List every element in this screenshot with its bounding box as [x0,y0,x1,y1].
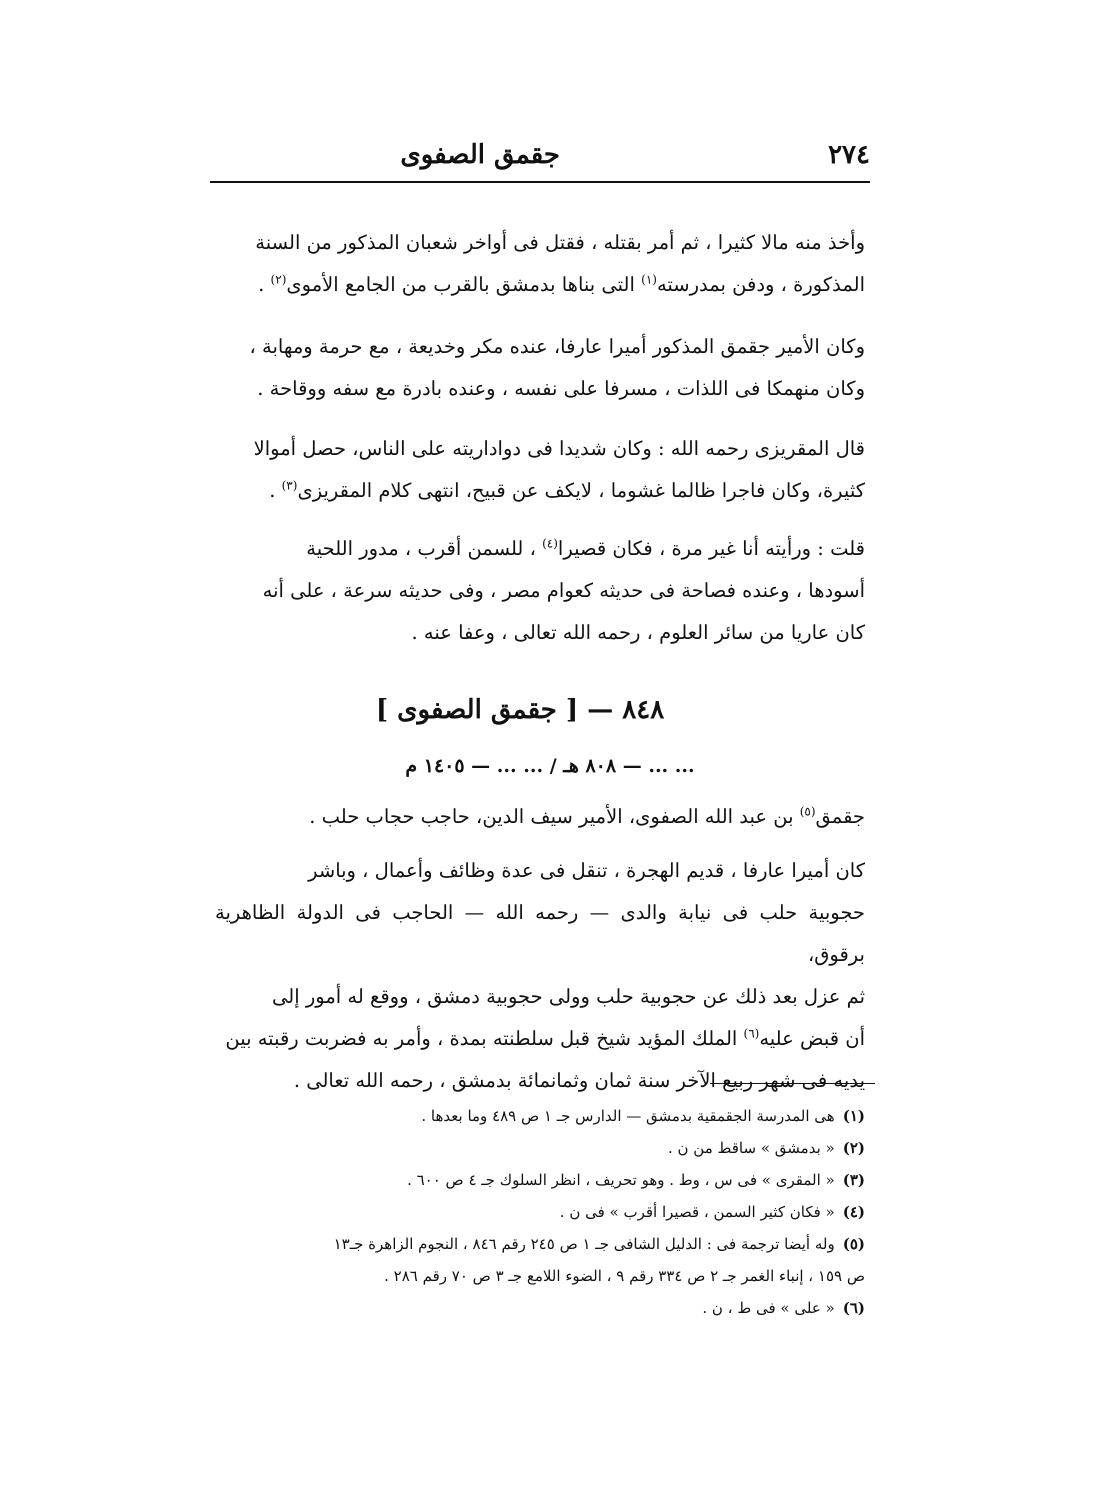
footnote-number: (٢) [842,1139,865,1157]
entry-paragraph-1 [215,796,865,838]
line-text: بن عبد الله الصفوى، الأمير سيف الدين، حاجب حجاب حلب . [309,805,800,828]
text-line [215,528,865,570]
footnote-ref: (٤) [542,536,558,551]
footnote-ref: (٦) [743,1026,760,1041]
line-text: المذكورة ، ودفن بمدرسته [656,273,865,296]
footnote-text: وله أيضا ترجمة فى : الدليل الشافى جـ ١ ص ٢٤٥ رقم ٨٤٦ ، النجوم الزاهرة جـ١٣ [333,1235,835,1253]
footnote [215,1292,865,1324]
footnote-rule [710,1083,875,1084]
line-text: كثيرة، وكان فاجرا ظالما غشوما ، لايكف عن قبيح، انتهى كلام المقريزى [297,479,865,502]
line-text: قلت : ورأيته أنا غير مرة ، فكان قصيرا [557,537,865,560]
line-text: وأخذ منه مالا كثيرا ، ثم أمر بقتله ، فقتل فى أواخر شعبان المذكور من السنة [255,231,865,254]
footnote-text: « على » فى ط ، ن . [702,1299,835,1317]
footnote-text: هى المدرسة الجقمقية بدمشق — الدارس جـ ١ ص ٤٨٩ وما بعدها . [421,1107,835,1125]
footnote-number: (٣) [842,1171,865,1189]
footnote-number: (١) [842,1107,865,1125]
line-text: ثم عزل بعد ذلك عن حجوبية حلب وولى حجوبية دمشق ، ووقع له أمور إلى [272,985,865,1008]
paragraph-2 [215,326,865,410]
footnote-text: ص ١٥٩ ، إنباء الغمر جـ ٢ ص ٣٣٤ رقم ٩ ، الضوء اللامع جـ ٣ ص ٧٠ رقم ٢٨٦ . [384,1267,865,1285]
text-line [215,976,865,1018]
paragraph-4 [215,528,865,654]
footnotes [215,1100,865,1324]
footnote [215,1132,865,1164]
line-text: وكان الأمير جقمق المذكور أميرا عارفا، عنده مكر وخديعة ، مع حرمة ومهابة ، [249,335,865,358]
line-text: الملك المؤيد شيخ قبل سلطنته بمدة ، وأمر به فضربت رقبته بين [225,1027,744,1050]
footnote-number: (٥) [842,1235,865,1253]
paragraph-1 [215,222,865,306]
footnote [215,1164,865,1196]
text-line [215,850,865,892]
line-text: . [269,479,282,502]
footnote-text: « بدمشق » ساقط من ن . [667,1139,835,1157]
line-text: وكان منهمكا فى اللذات ، مسرفا على نفسه ، وعنده بادرة مع سفه ووقاحة . [257,377,865,400]
text-line [215,264,865,306]
line-text: التى بناها بدمشق بالقرب من الجامع الأموى [286,273,642,296]
line-text: أن قبض عليه [759,1027,865,1050]
text-line [215,796,865,838]
page-header [210,140,870,180]
text-line [215,612,865,654]
footnote-text: « المقرى » فى س ، وط . وهو تحريف ، انظر السلوك جـ ٤ ص ٦٠٠ . [407,1171,835,1189]
line-text: . [258,273,271,296]
text-line [215,1060,865,1102]
text-line [215,470,865,512]
text-line [215,892,865,976]
line-text: كان عاريا من سائر العلوم ، رحمه الله تعالى ، وعفا عنه . [411,621,865,644]
footnote [215,1228,865,1260]
entry-dates: ... ... — ٨٠٨ هـ / ... ... — ١٤٠٥ م [405,755,695,777]
header-rule [210,181,870,183]
text-line [215,368,865,410]
line-text: يديه فى شهر ربيع الآخر سنة ثمان وثمانمائة بدمشق ، رحمه الله تعالى . [293,1069,865,1092]
entry-paragraph-2 [215,850,865,1102]
footnote-ref: (٥) [799,804,816,819]
running-title: جقمق الصفوى [400,140,560,170]
footnote-continuation [215,1260,865,1292]
text-line [215,570,865,612]
line-text: جقمق [815,805,865,828]
line-text: أسودها ، وعنده فصاحة فى حديثه كعوام مصر ، وفى حديثه سرعة ، على أنه [262,579,865,602]
footnote-number: (٦) [842,1299,865,1317]
text-line [215,428,865,470]
paragraph-3 [215,428,865,512]
line-text: حجوبية حلب فى نيابة والدى — رحمه الله — الحاجب فى الدولة الظاهرية برقوق، [215,901,865,966]
line-text: كان أميرا عارفا ، قديم الهجرة ، تنقل فى عدة وظائف وأعمال ، وباشر [308,859,865,882]
footnote-ref: (١) [641,272,657,287]
footnote-number: (٤) [842,1203,865,1221]
footnote [215,1196,865,1228]
line-text: ، للسمن أقرب ، مدور اللحية [306,537,543,560]
footnote-text: « فكان كثير السمن ، قصيرا أقرب » فى ن . [559,1203,835,1221]
line-text: قال المقريزى رحمه الله : وكان شديدا فى دواداريته على الناس، حصل أموالا [253,437,865,460]
page-number: ٢٧٤ [828,140,870,170]
footnote-ref: (٢) [270,272,287,287]
footnote [215,1100,865,1132]
text-line [215,326,865,368]
text-line [215,1018,865,1060]
text-line [215,222,865,264]
entry-title: ٨٤٨ — [ جقمق الصفوى ] [375,695,665,725]
footnote-ref: (٣) [281,478,298,493]
